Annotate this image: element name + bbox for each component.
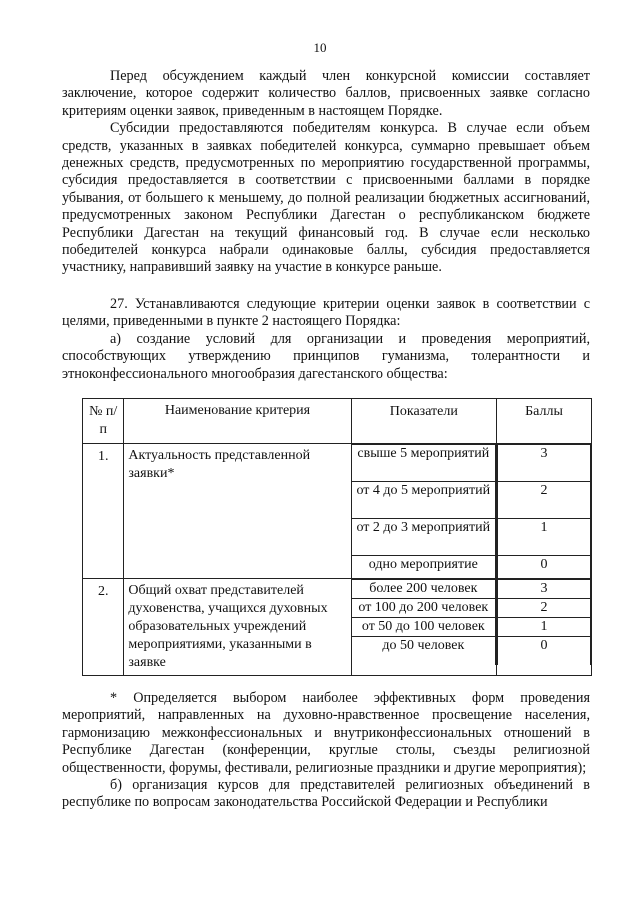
paragraph: б) организация курсов для представителей религиозных объединений в республике по вопросам законодательства Российской Федерации и Республики [62, 777, 590, 811]
text-block-middle [62, 296, 590, 383]
text-block-bottom [62, 690, 590, 812]
paragraph: 27. Устанавливаются следующие критерии оценки заявок в соответствии с целями, приведенными в пункте 2 настоящего Порядка: [62, 296, 590, 330]
points-list [497, 444, 591, 578]
indicator-cell: от 4 до 5 мероприятий [352, 482, 496, 519]
criteria-table [82, 398, 592, 676]
table-row [83, 579, 592, 676]
table-row [83, 444, 592, 579]
indicator-cell: от 2 до 3 мероприятий [352, 519, 496, 556]
page-number: 10 [313, 40, 327, 55]
header-num: № п/п [83, 399, 124, 444]
indicator-cell: более 200 человек [352, 580, 496, 599]
header-points: Баллы [497, 399, 592, 444]
paragraph: Субсидии предоставляются победителям конкурса. В случае если объем средств, указанных в заявках победителей конкурса, суммарно превышает объем денежных средств, предусмотренных по мероприятию государственной программы, субсидия предоставляется в соответствии с присвоенными баллами в порядке убывания, от большего к меньшему, до полной реализации бюджетных ассигнований, предусмотренных законом Республики Дагестан о республиканском бюджете Республики Дагестан на текущий финансовый год. В случае если несколько победителей конкурса набрали одинаковые баллы, субсидия предоставляется участнику, направивший заявку на участие в конкурсе раньше. [62, 120, 590, 276]
points-cell: 3 [498, 445, 591, 482]
paragraph: а) создание условий для организации и проведения мероприятий, способствующих утверждению принципов гуманизма, толерантности и этноконфессионального многообразия дагестанского общества: [62, 330, 590, 382]
table-header-row [83, 399, 592, 444]
paragraph: Перед обсуждением каждый член конкурсной комиссии составляет заключение, которое содержит количество баллов, присвоенных заявке согласно критериям оценки заявок, приведенным в настоящем Порядке. [62, 68, 590, 119]
indicator-cell: до 50 человек [352, 637, 496, 666]
points-list [497, 579, 591, 665]
points-cell: 1 [498, 519, 591, 556]
row-num: 1. [83, 444, 124, 579]
points-cell: 0 [498, 637, 591, 666]
text-block-top [62, 68, 590, 277]
points-cell: 2 [498, 599, 591, 618]
indicator-list [352, 444, 497, 578]
row-num: 2. [83, 579, 124, 676]
criterion-name: Общий охват представителей духовенства, учащихся духовных образовательных учреждений мероприятиями, указанными в заявке [124, 579, 351, 676]
points-cell: 2 [498, 482, 591, 519]
points-cell: 1 [498, 618, 591, 637]
indicator-cell: одно мероприятие [352, 556, 496, 579]
points-cell: 3 [498, 580, 591, 599]
header-name: Наименование критерия [124, 399, 351, 444]
indicator-cell: от 50 до 100 человек [352, 618, 496, 637]
points-cell: 0 [498, 556, 591, 579]
footnote-paragraph: * Определяется выбором наиболее эффективных форм проведения мероприятий, направленных на духовно-нравственное просвещение населения, гармонизацию межконфессиональных и внутриконфессиональных отношений в Республике Дагестан (конференции, круглые столы, съезды религиозной общественности, форумы, фестивали, религиозные праздники и другие мероприятия); [62, 690, 590, 776]
header-indicators: Показатели [351, 399, 497, 444]
indicator-cell: от 100 до 200 человек [352, 599, 496, 618]
indicator-list [352, 579, 497, 665]
criterion-name: Актуальность представленной заявки* [124, 444, 351, 579]
indicator-cell: свыше 5 мероприятий [352, 445, 496, 482]
